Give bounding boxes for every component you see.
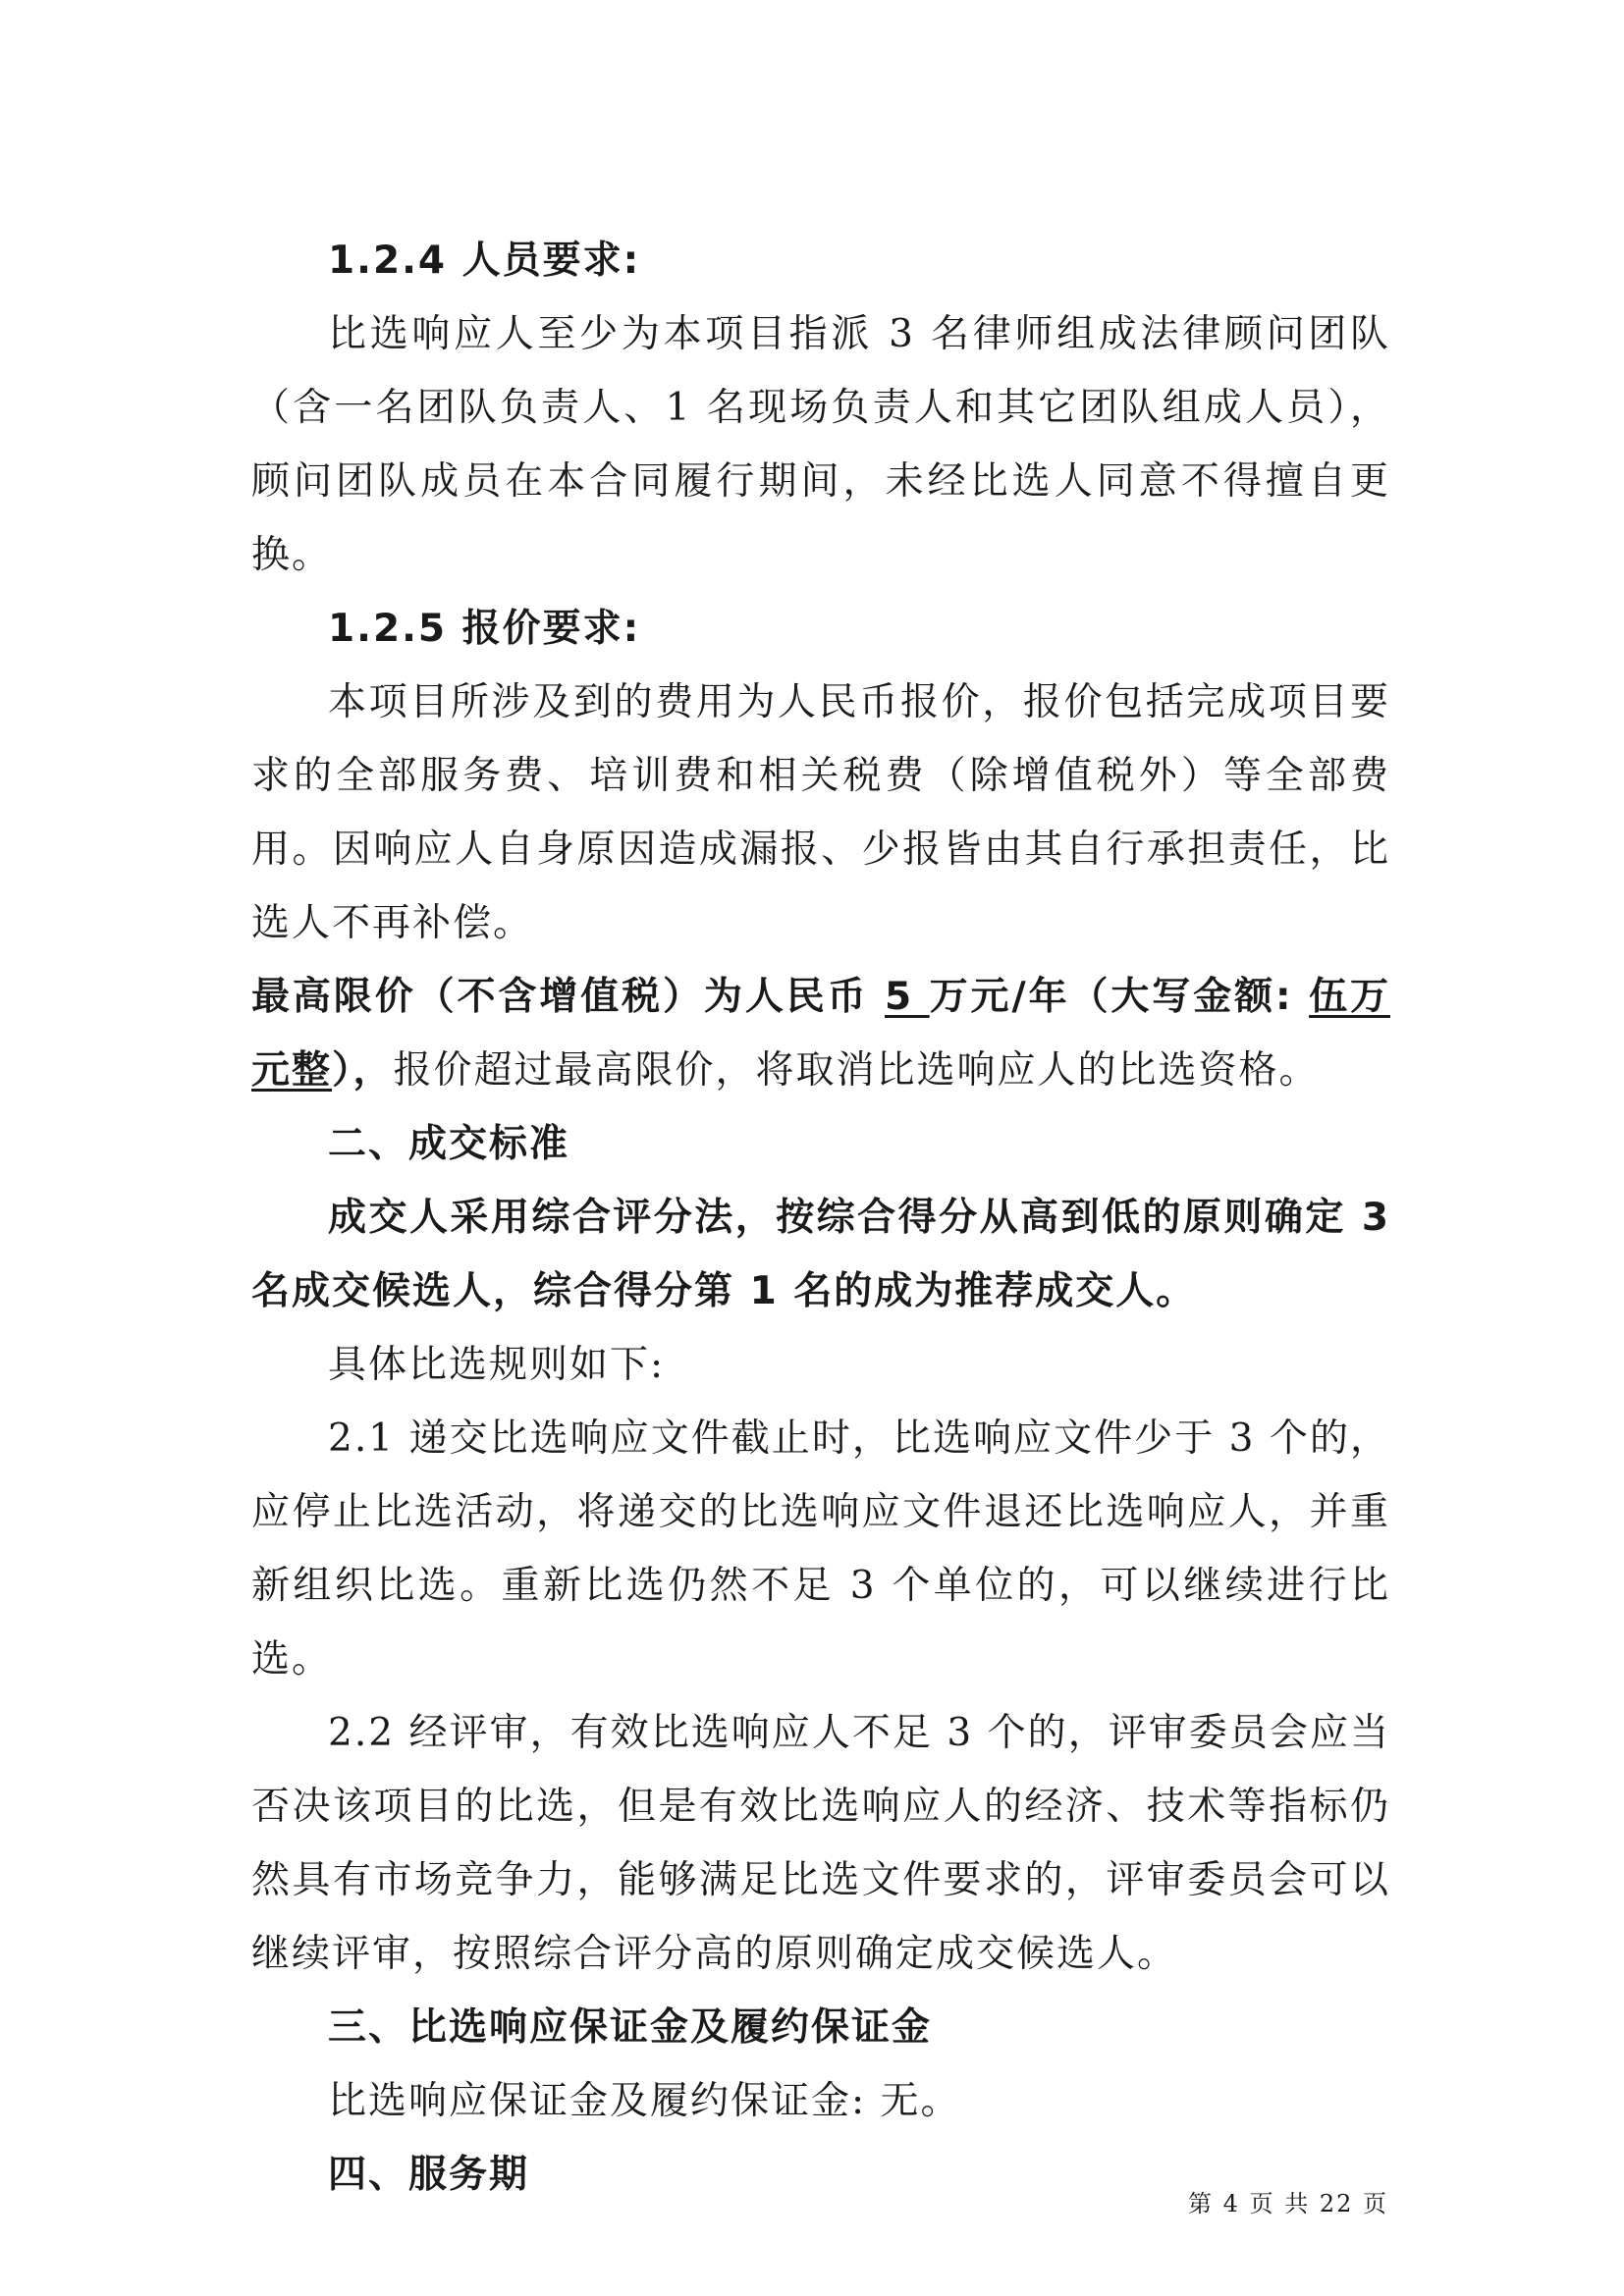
page-number: 第 4 页 共 22 页 — [1188, 2190, 1388, 2217]
price-limit-label: 最高限价（不含增值税）为人民币 — [251, 975, 886, 1019]
paragraph-rule-2-1: 2.1 递交比选响应文件截止时，比选响应文件少于 3 个的，应停止比选活动，将递交的比选响应文件退还比选响应人，并重新组织比选。重新比选仍然不足 3 个单位的，可以继续进行比选。 — [251, 1416, 1390, 1682]
section-heading-price: 1.2.5 报价要求: — [328, 607, 641, 651]
section-heading-deposit: 三、比选响应保证金及履约保证金 — [328, 2005, 933, 2050]
paragraph-price-limit — [251, 960, 1390, 1107]
paragraph-price: 本项目所涉及到的费用为人民币报价，报价包括完成项目要求的全部服务费、培训费和相关税费（除增值税外）等全部费用。因响应人自身原因造成漏报、少报皆由其自行承担责任，比选人不再补偿。 — [251, 680, 1390, 945]
section-heading-service-period: 四、服务期 — [328, 2153, 530, 2197]
paragraph-deposit: 比选响应保证金及履约保证金: 无。 — [328, 2079, 961, 2123]
paragraph-rule-2-2: 2.2 经评审，有效比选响应人不足 3 个的，评审委员会应当否决该项目的比选，但是有效比选响应人的经济、技术等指标仍然具有市场竞争力，能够满足比选文件要求的，评审委员会可以继续评审，按照综合评分高的原则确定成交候选人。 — [251, 1711, 1390, 1976]
price-limit-consequence: 报价超过最高限价，将取消比选响应人的比选资格。 — [393, 1048, 1320, 1093]
price-limit-close: ）， — [332, 1048, 394, 1093]
section-heading-personnel: 1.2.4 人员要求: — [328, 239, 641, 283]
price-limit-amount: 5 — [885, 975, 930, 1019]
page-content — [251, 224, 1390, 2212]
price-limit-unit: 万元/年（大写金额: — [929, 975, 1310, 1019]
paragraph-personnel: 比选响应人至少为本项目指派 3 名律师组成法律顾问团队（含一名团队负责人、1 名现场负责人和其它团队组成人员），顾问团队成员在本合同履行期间，未经比选人同意不得擅自更换。 — [251, 312, 1390, 577]
paragraph-award: 成交人采用综合评分法，按综合得分从高到低的原则确定 3 名成交候选人，综合得分第 1 名的成为推荐成交人。 — [251, 1196, 1390, 1313]
paragraph-rules-intro: 具体比选规则如下: — [328, 1343, 666, 1387]
price-limit-words: 伍万元整 — [251, 975, 1390, 1093]
section-heading-award: 二、成交标准 — [328, 1122, 570, 1166]
